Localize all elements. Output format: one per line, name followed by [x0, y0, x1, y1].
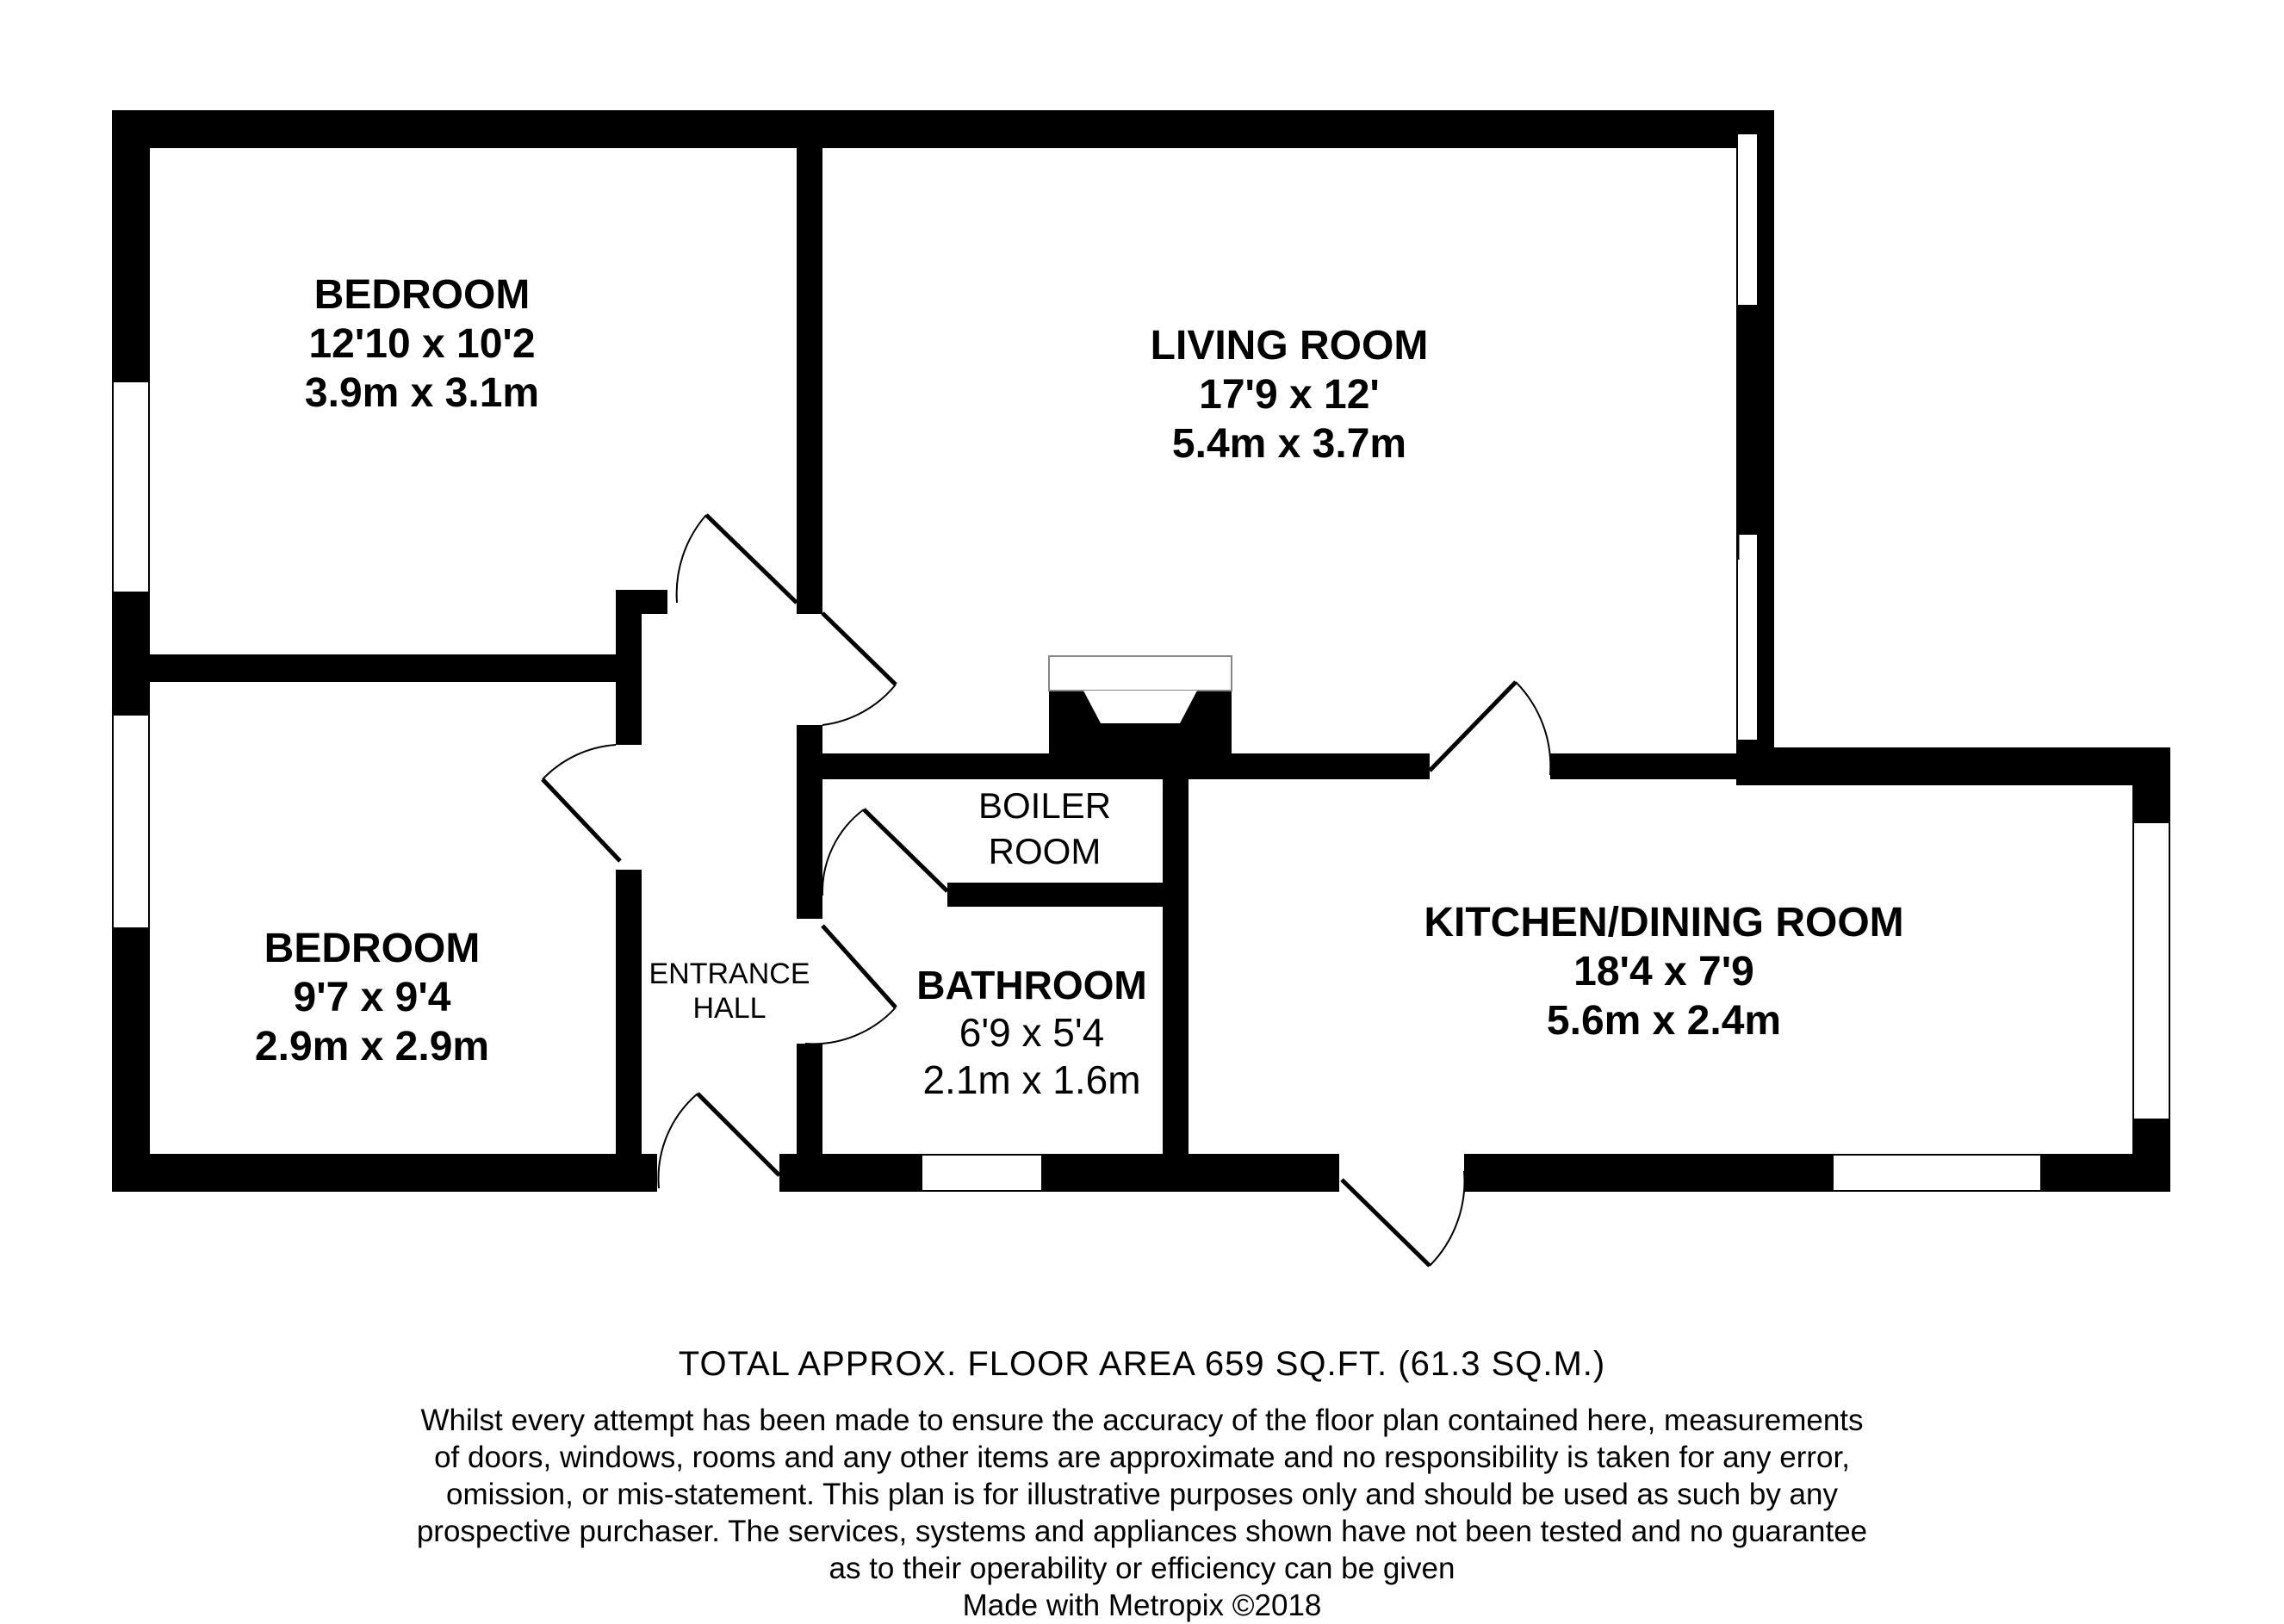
door-entrance-arc — [659, 1094, 698, 1188]
credit: Made with Metropix ©2018 — [962, 1589, 1322, 1622]
wall-left — [112, 110, 150, 1191]
disclaimer-line: prospective purchaser. The services, systems and appliances shown have not been tested and no guarantee — [416, 1515, 1868, 1548]
door-kitchen-living-arc — [1516, 682, 1550, 775]
wall-bottom-left — [112, 1154, 657, 1192]
window-kitchen-bottom — [1833, 1155, 2041, 1191]
wall-bottom-middle — [779, 1154, 1339, 1192]
kitchen-name: KITCHEN/DINING ROOM — [1424, 900, 1904, 945]
wall-living-bottom-right — [1550, 753, 1757, 779]
room-bathroom — [916, 963, 1146, 1102]
wall-kitchen-top-right — [1736, 747, 2170, 785]
living-metric: 5.4m x 3.7m — [1171, 421, 1407, 467]
bedroom1-imperial: 12'10 x 10'2 — [308, 321, 536, 367]
disclaimer-line: of doors, windows, rooms and any other items are approximate and no responsibility is taken for any error, — [434, 1441, 1850, 1474]
bedroom2-metric: 2.9m x 2.9m — [254, 1024, 490, 1069]
kitchen-imperial: 18'4 x 7'9 — [1573, 949, 1754, 995]
window-bedroom2 — [113, 715, 149, 928]
bathroom-metric: 2.1m x 1.6m — [922, 1057, 1141, 1102]
bedroom2-imperial: 9'7 x 9'4 — [293, 975, 451, 1020]
disclaimer-line: as to their operability or efficiency can be given — [829, 1552, 1455, 1585]
living-name: LIVING ROOM — [1150, 323, 1429, 369]
disclaimer-line: omission, or mis-statement. This plan is for illustrative purposes only and should be used as such by any — [446, 1478, 1838, 1511]
boiler-line2: ROOM — [988, 831, 1102, 871]
room-kitchen-dining — [1424, 900, 1903, 1044]
living-imperial: 17'9 x 12' — [1199, 372, 1380, 418]
wall-bedroom-divider — [112, 654, 620, 682]
door-entrance-leaf — [698, 1094, 779, 1175]
wall-hall-left-stub — [616, 590, 667, 614]
door-bedroom1-leaf — [706, 515, 797, 603]
hall-line1: ENTRANCE — [649, 958, 810, 990]
wall-boiler-bathroom — [947, 883, 1171, 907]
window-bathroom — [922, 1155, 1042, 1191]
window-living-upper — [1737, 133, 1758, 306]
window-kitchen-right — [2133, 822, 2169, 1119]
wall-hall-right-lower — [797, 1044, 822, 1190]
disclaimer-line: Whilst every attempt has been made to ensure the accuracy of the floor plan contained here, measurements — [420, 1404, 1864, 1437]
bedroom2-name: BEDROOM — [264, 926, 481, 971]
boiler-line1: BOILER — [978, 785, 1112, 826]
fireplace-hearth — [1049, 656, 1232, 691]
door-bathroom-leaf — [822, 926, 896, 1007]
door-boiler-leaf — [864, 809, 947, 891]
door-kitchen-living-leaf — [1430, 682, 1516, 771]
door-bathroom-arc — [805, 1007, 896, 1044]
door-bedroom2-leaf — [543, 779, 620, 861]
window-bedroom1 — [113, 381, 149, 592]
disclaimer — [0, 1402, 2284, 1624]
window-living-lower — [1737, 534, 1758, 741]
door-living-leaf — [822, 613, 896, 685]
bedroom1-name: BEDROOM — [313, 272, 531, 318]
wall-bottom-kitchen — [1464, 1154, 2170, 1192]
room-boiler — [978, 785, 1111, 871]
door-bedroom1-arc — [677, 515, 706, 603]
kitchen-metric: 5.6m x 2.4m — [1546, 998, 1782, 1044]
wall-bathroom-kitchen — [1163, 771, 1189, 1191]
door-kitchen-ext-arc — [1430, 1171, 1464, 1266]
bedroom1-metric: 3.9m x 3.1m — [304, 370, 540, 416]
hall-line2: HALL — [692, 992, 767, 1025]
total-floor-area: TOTAL APPROX. FLOOR AREA 659 SQ.FT. (61.3 SQ.M.) — [678, 1345, 1606, 1383]
bathroom-name: BATHROOM — [916, 963, 1147, 1007]
fireplace-opening — [1083, 691, 1197, 723]
wall-top — [112, 110, 1774, 148]
room-living — [1151, 323, 1429, 467]
bathroom-imperial: 6'9 x 5'4 — [959, 1010, 1105, 1055]
door-boiler-arc — [822, 809, 864, 896]
wall-bedroom-living — [797, 110, 822, 614]
door-bedroom2-arc — [543, 745, 616, 779]
room-entrance-hall — [649, 958, 810, 1025]
room-bedroom-2 — [255, 926, 489, 1069]
room-bedroom-1 — [305, 272, 539, 416]
door-kitchen-ext-leaf — [1342, 1180, 1430, 1266]
wall-hall-left-lower — [616, 870, 642, 1190]
door-living-arc — [822, 685, 896, 725]
